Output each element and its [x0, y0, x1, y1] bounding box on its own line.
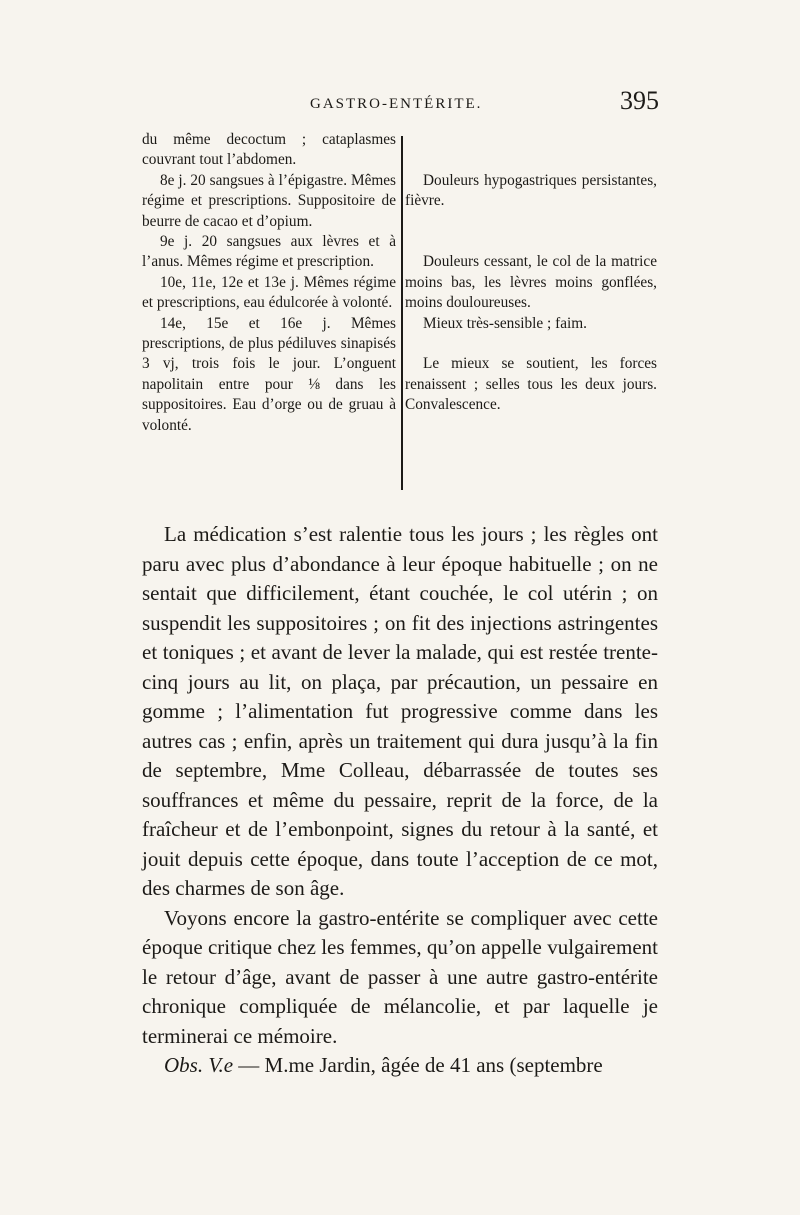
running-title: GASTRO-ENTÉRITE.: [310, 96, 483, 112]
treatment-entry: du même decoctum ; cataplasmes couvrant tout l’abdomen.: [142, 131, 396, 169]
observation-label: Obs. V.e: [164, 1053, 234, 1077]
body-text: [142, 520, 658, 1081]
treatment-table: [142, 130, 662, 495]
symptom-entry: Douleurs hypogastriques persistantes, fièvre.: [405, 171, 657, 210]
symptom-entry: Douleurs cessant, le col de la matrice moins bas, les lèvres moins gonflées, moins douloureuses.: [405, 253, 657, 312]
paragraph: La médication s’est ralentie tous les jours ; les règles ont paru avec plus d’abondance à leur époque habituelle ; on ne sentait que difficilement, étant couchée, le col utérin ; on suspendit les suppositoires ; on fit des injections astringentes et toniques ; et avant de lever la malade, qui est restée trente-cinq jours au lit, on plaça, par précaution, un pessaire en gomme ; l’alimentation fut progressive comme dans les autres cas ; enfin, après un traitement qui dura jusqu’à la fin de septembre, Mme Colleau, débarrassée de toutes ses souffrances et même du pessaire, reprit de la force, de la fraîcheur et de l’embonpoint, signes du retour à la santé, et jouit depuis cette époque, dans toute l’acception de ce mot, des charmes de son âge.: [142, 522, 658, 900]
treatment-entry: 9e j. 20 sangsues aux lèvres et à l’anus. Mêmes régime et prescription.: [142, 233, 396, 271]
treatment-entry: 14e, 15e et 16e j. Mêmes prescriptions, de plus pédiluves sinapisés 3 vj, trois fois le jour. L’onguent napolitain entre pour ⅛ dans les suppositoires. Eau d’orge ou de gruau à volonté.: [142, 314, 396, 434]
symptom-entry: Mieux très-sensible ; faim.: [423, 314, 587, 332]
observation-text: — M.me Jardin, âgée de 41 ans (septembre: [238, 1053, 603, 1077]
treatment-entry: 10e, 11e, 12e et 13e j. Mêmes régime et prescriptions, eau édulcorée à volonté.: [142, 273, 396, 312]
observation-line: [142, 1051, 658, 1081]
treatment-entry: 8e j. 20 sangsues à l’épigastre. Mêmes régime et prescriptions. Suppositoire de beurre de cacao et d’opium.: [142, 171, 396, 230]
treatment-column: [142, 130, 396, 436]
symptoms-column: [405, 130, 657, 416]
paragraph: Voyons encore la gastro-entérite se compliquer avec cette époque critique chez les femmes, qu’on appelle vulgairement le retour d’âge, avant de passer à une autre gastro-entérite chronique compliquée de mélancolie, et par laquelle je terminerai ce mémoire.: [142, 905, 658, 1048]
column-divider: [401, 136, 403, 490]
symptom-entry: Le mieux se soutient, les forces renaissent ; selles tous les deux jours. Convalescence.: [405, 355, 657, 414]
page-number: 395: [620, 86, 659, 115]
